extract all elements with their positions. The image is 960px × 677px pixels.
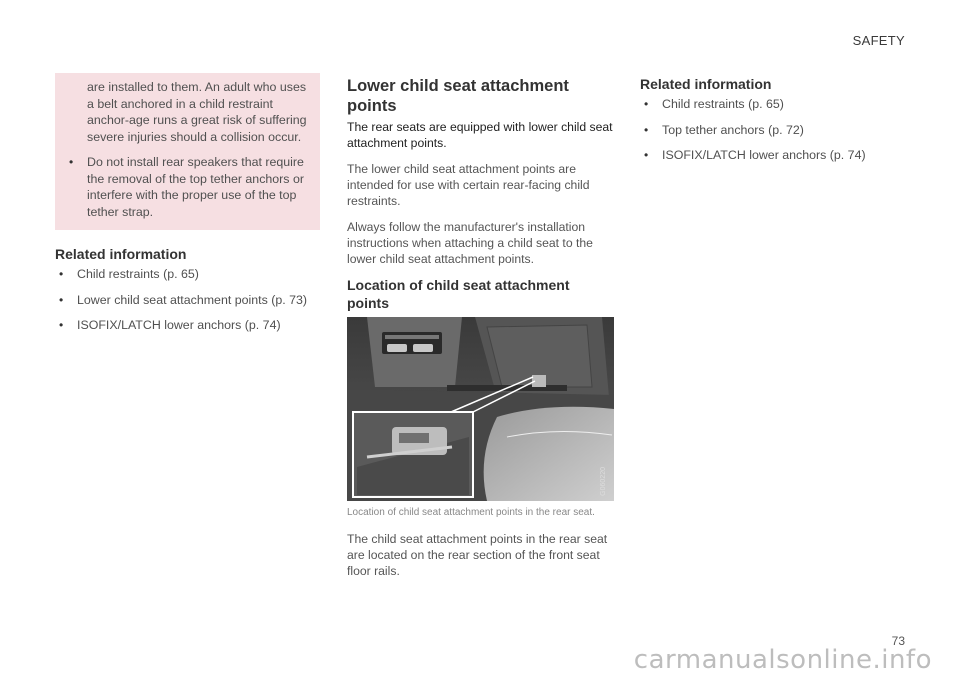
bullet-icon: •: [644, 97, 649, 111]
paragraph: The lower child seat attachment points are intended for use with certain rear-facing child restraints.: [347, 162, 590, 208]
bullet-icon: •: [59, 292, 64, 307]
warning-bullet: • Do not install rear speakers that require the removal of the top tether anchors or interfere with the proper use of the top tether strap.: [69, 155, 304, 219]
bullet-icon: •: [69, 155, 74, 169]
column-left: [55, 70, 320, 343]
warning-continued-text: are installed to them. An adult who uses a belt anchored in a child restraint anchor-age runs a great risk of suffering severe injuries should a collision occur.: [87, 80, 307, 144]
bullet-icon: •: [59, 318, 64, 332]
paragraph: Always follow the manufacturer's installation instructions when attaching a child seat to the lower child seat attachment points.: [347, 220, 593, 266]
attachment-points-figure: [347, 317, 614, 501]
warning-box: [55, 73, 320, 230]
related-link-lower-attachment-points[interactable]: • Lower child seat attachment points (p. 73): [59, 292, 308, 307]
related-link-top-tether[interactable]: • Top tether anchors (p. 72): [644, 122, 804, 137]
rear-seat-illustration: [347, 317, 614, 501]
related-link-child-restraints[interactable]: • Child restraints (p. 65): [59, 267, 199, 281]
figure-caption: Location of child seat attachment points in the rear seat.: [347, 507, 595, 518]
related-link-child-restraints[interactable]: • Child restraints (p. 65): [644, 97, 784, 111]
related-information-heading: Related information: [640, 76, 772, 92]
column-middle: [347, 76, 614, 589]
intro-text: The rear seats are equipped with lower child seat attachment points.: [347, 120, 613, 150]
related-list: [55, 266, 320, 334]
bullet-icon: •: [59, 267, 64, 281]
section-title: SAFETY: [852, 33, 905, 48]
bullet-icon: •: [644, 122, 649, 137]
related-link-isofix-latch[interactable]: • ISOFIX/LATCH lower anchors (p. 74): [644, 148, 866, 162]
related-information-heading: Related information: [55, 246, 187, 262]
subheading: Location of child seat attachment points: [347, 277, 570, 311]
page-title: Lower child seat attachment points: [347, 77, 569, 115]
figure-code: G060220: [600, 467, 607, 496]
paragraph: The child seat attachment points in the rear seat are located on the rear section of the front seat floor rails.: [347, 532, 608, 578]
related-list: [640, 96, 905, 164]
bullet-icon: •: [644, 148, 649, 162]
watermark[interactable]: carmanualsonline.info: [633, 645, 932, 675]
related-link-isofix-latch[interactable]: • ISOFIX/LATCH lower anchors (p. 74): [59, 318, 281, 332]
column-right: [640, 76, 905, 173]
warning-bullets: [65, 154, 310, 220]
page-number: 73: [891, 634, 905, 648]
